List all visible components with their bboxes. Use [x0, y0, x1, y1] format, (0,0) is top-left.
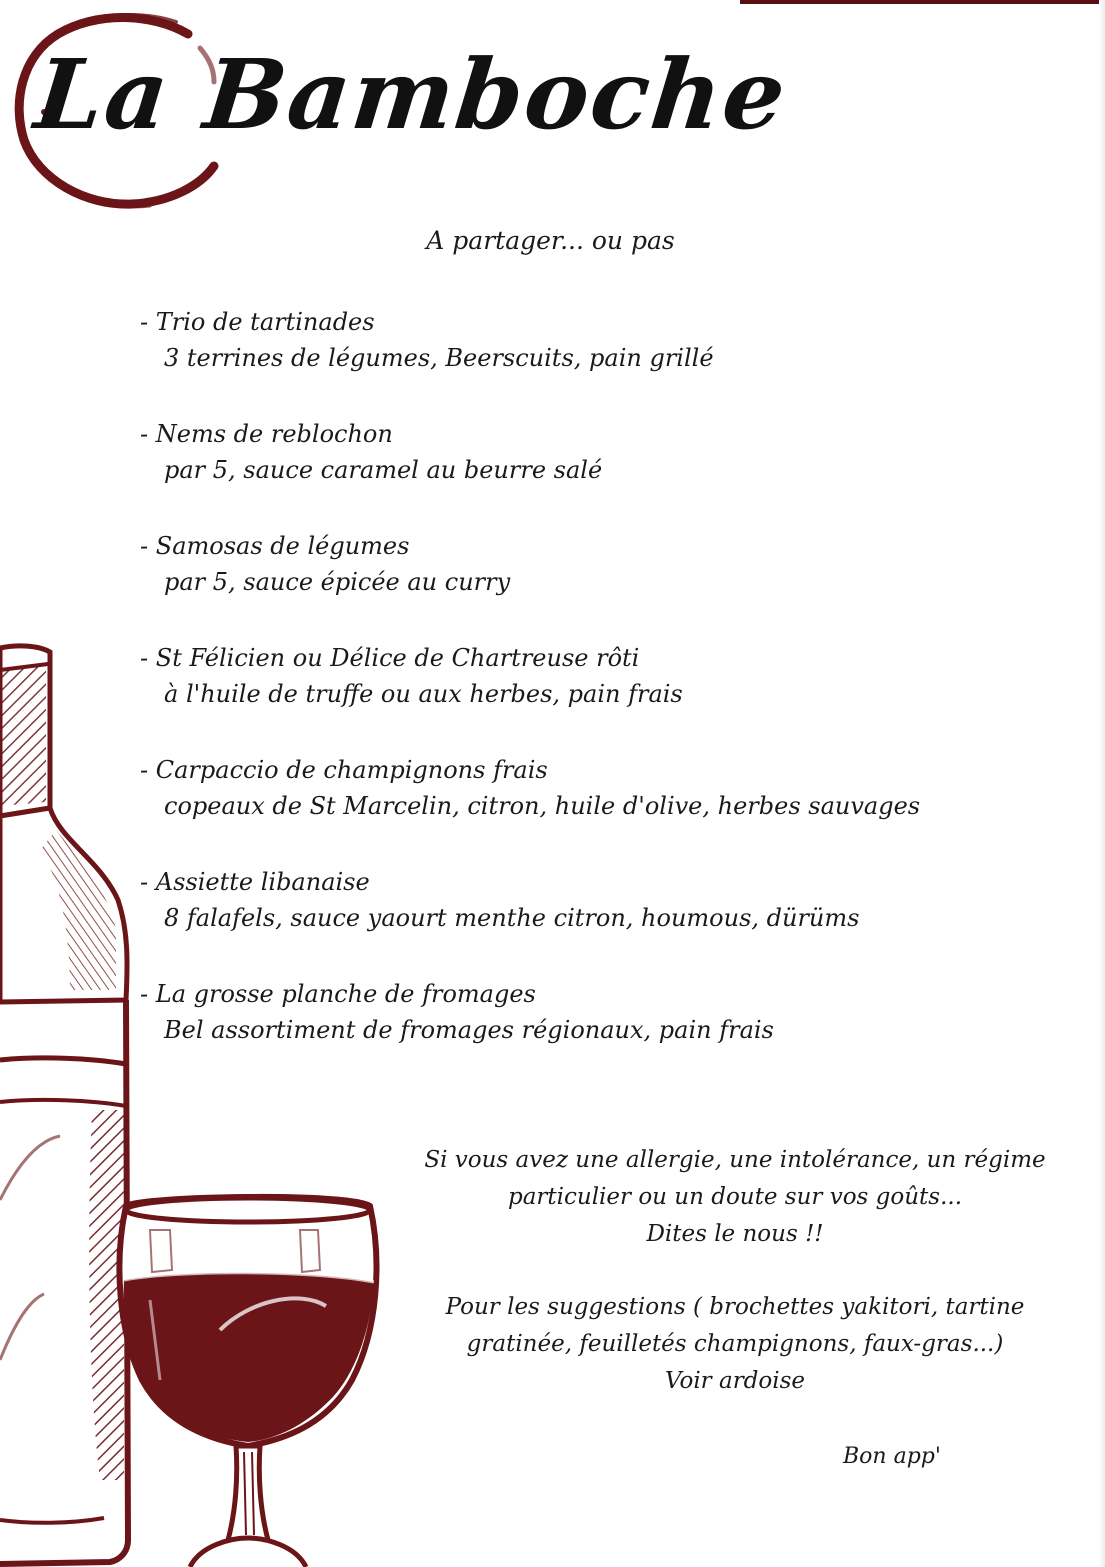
- menu-item-name: - Carpaccio de champignons frais: [140, 752, 1020, 788]
- wine-bottle-icon: [0, 646, 128, 1564]
- menu-item: [140, 416, 1020, 528]
- suggestions-text-line: Voir ardoise: [664, 1368, 806, 1394]
- spacer: [370, 1253, 1100, 1289]
- menu-item-description: à l'huile de truffe ou aux herbes, pain frais: [164, 680, 683, 708]
- menu-item: [140, 528, 1020, 640]
- menu-item: [140, 304, 1020, 416]
- menu-item-description: par 5, sauce caramel au beurre salé: [164, 456, 603, 484]
- restaurant-name: La Bamboche: [30, 38, 793, 151]
- allergy-text-line: particulier ou un doute sur vos goûts...: [507, 1184, 963, 1210]
- menu-item-description: 8 falafels, sauce yaourt menthe citron, houmous, dürüms: [164, 904, 860, 932]
- section-title: [0, 226, 1105, 255]
- allergy-notice: [370, 1142, 1100, 1400]
- wine-glass-icon: [119, 1197, 376, 1567]
- menu-item-name: - La grosse planche de fromages: [140, 976, 1020, 1012]
- wine-illustration: [0, 640, 390, 1567]
- logo: [0, 0, 793, 220]
- menu-item-description: par 5, sauce épicée au curry: [164, 568, 511, 596]
- menu-item-name: - Samosas de légumes: [140, 528, 1020, 564]
- menu-item-name: - Nems de reblochon: [140, 416, 1020, 452]
- section-title-text: A partager... ou pas: [426, 226, 675, 255]
- signoff: Bon app': [843, 1444, 941, 1469]
- menu-item-name: - Assiette libanaise: [140, 864, 1020, 900]
- menu-item-name: - Trio de tartinades: [140, 304, 1020, 340]
- menu-item-description: 3 terrines de légumes, Beerscuits, pain grillé: [164, 344, 714, 372]
- menu-item-description: copeaux de St Marcelin, citron, huile d'olive, herbes sauvages: [164, 792, 921, 820]
- allergy-text-line: Dites le nous !!: [646, 1221, 824, 1247]
- suggestions-text-line: Pour les suggestions ( brochettes yakitori, tartine: [445, 1294, 1025, 1320]
- top-border-rule: [740, 0, 1105, 4]
- menu-item-name: - St Félicien ou Délice de Chartreuse rôti: [140, 640, 1020, 676]
- allergy-text-line: Si vous avez une allergie, une intolérance, un régime: [424, 1147, 1046, 1173]
- menu-item-description: Bel assortiment de fromages régionaux, pain frais: [164, 1016, 774, 1044]
- suggestions-text-line: gratinée, feuilletés champignons, faux-gras...): [466, 1331, 1004, 1357]
